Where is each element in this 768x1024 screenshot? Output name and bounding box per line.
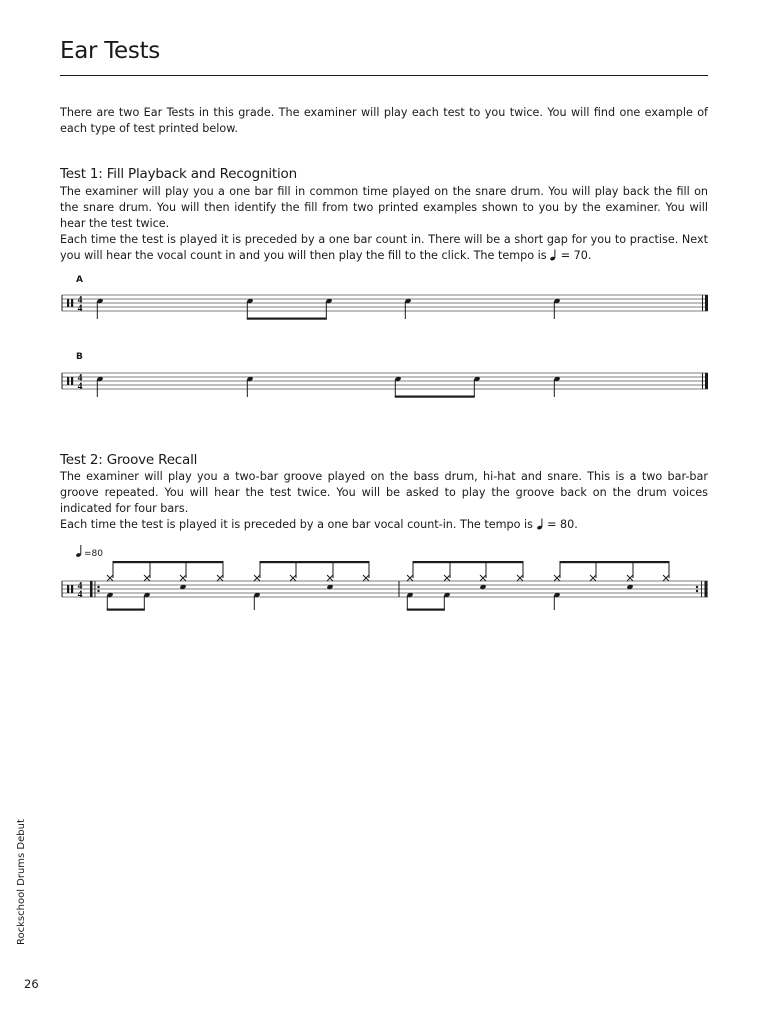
test2-paragraph-1: The examiner will play you a two-bar groove played on the bass drum, hi-hat and snare. This is a two bar-bar groove repeated. You will hear the test twice. You will be asked to play the groove back on the drum voices indicated for four bars. (60, 470, 708, 515)
snare-note (325, 298, 332, 319)
page-title: Ear Tests (60, 38, 160, 64)
title-rule (60, 75, 708, 76)
time-signature-top: 4 (77, 373, 83, 384)
hi-hat-beam (260, 561, 370, 563)
spine-title: Rockschool Drums Debut (16, 819, 27, 945)
test2-tempo-value: = 80. (547, 518, 578, 531)
hi-hat-note (407, 562, 413, 581)
snare-note (404, 298, 411, 319)
hi-hat-note (444, 562, 450, 581)
hi-hat-note (480, 562, 486, 581)
test2-paragraph-2 (60, 517, 708, 535)
hi-hat-note (327, 562, 333, 581)
bass-drum-note (443, 592, 450, 610)
test1-paragraph-2 (60, 232, 708, 266)
snare-note (96, 298, 103, 319)
final-barline (702, 373, 708, 389)
test1-heading: Test 1: Fill Playback and Recognition (60, 166, 297, 182)
tempo-marking (76, 545, 104, 559)
time-signature-bottom: 4 (77, 304, 83, 314)
hi-hat-beam (113, 561, 224, 563)
test1-paragraph-1: The examiner will play you a one bar fill in common time played on the snare drum. You will play back the fill on the snare drum. You will then identify the fill from two printed examples shown to you by the examiner. You will hear the test twice. (60, 185, 708, 230)
test1-tempo-value: = 70. (560, 249, 592, 262)
time-signature-top: 4 (77, 295, 83, 306)
snare-note (553, 376, 560, 397)
hi-hat-beam (560, 561, 670, 563)
eighth-note-beam (247, 318, 327, 320)
hi-hat-note (254, 562, 260, 581)
bass-drum-beam (407, 609, 445, 611)
hi-hat-note (554, 562, 560, 581)
hi-hat-note (590, 562, 596, 581)
eighth-note-beam (395, 396, 475, 398)
example-a-label: A (76, 275, 83, 285)
bass-drum-note (106, 592, 113, 610)
quarter-note-icon (76, 545, 82, 558)
hi-hat-note (663, 562, 669, 581)
snare-note (394, 376, 401, 397)
bass-drum-note (143, 592, 150, 610)
hi-hat-beam (413, 561, 524, 563)
bass-drum-note (553, 592, 560, 610)
staff-lines (62, 581, 708, 597)
hi-hat-note (290, 562, 296, 581)
test2-heading: Test 2: Groove Recall (60, 452, 198, 468)
quarter-note-icon (550, 249, 557, 266)
bass-drum-beam (107, 609, 145, 611)
final-barline (702, 295, 708, 311)
intro-paragraph: There are two Ear Tests in this grade. The examiner will play each test to you twice. You will find one example of each type of test printed below. (60, 106, 708, 135)
bass-drum-note (253, 592, 260, 610)
bass-drum-note (406, 592, 413, 610)
test1-para2-text: Each time the test is played it is preceded by a one bar count in. There will be a short gap for you to practise. Next you will hear the vocal count in and you will then play the fill to the click. The tempo is (60, 233, 708, 262)
staff-example-b (0, 358, 768, 418)
test2-para2-text: Each time the test is played it is preceded by a one bar vocal count-in. The tempo is (60, 518, 533, 531)
hi-hat-note (363, 562, 369, 581)
snare-note (553, 298, 560, 319)
hi-hat-note (217, 562, 223, 581)
time-signature-bottom: 4 (77, 382, 83, 392)
hi-hat-note (144, 562, 150, 581)
time-signature-bottom: 4 (77, 590, 83, 600)
page-number: 26 (24, 977, 39, 991)
hi-hat-note (180, 562, 186, 581)
staff-lines (62, 295, 708, 311)
hi-hat-note (517, 562, 523, 581)
tempo-value: =80 (84, 549, 103, 559)
staff-lines (62, 373, 708, 389)
quarter-note-icon (537, 518, 544, 535)
staff-example-a (0, 280, 768, 340)
staff-groove (0, 540, 768, 630)
snare-note (473, 376, 480, 397)
hi-hat-note (627, 562, 633, 581)
time-signature-top: 4 (77, 581, 83, 592)
snare-note (246, 298, 253, 319)
example-b-label: B (76, 352, 83, 362)
hi-hat-note (107, 562, 113, 581)
snare-note (96, 376, 103, 397)
snare-note (246, 376, 253, 397)
